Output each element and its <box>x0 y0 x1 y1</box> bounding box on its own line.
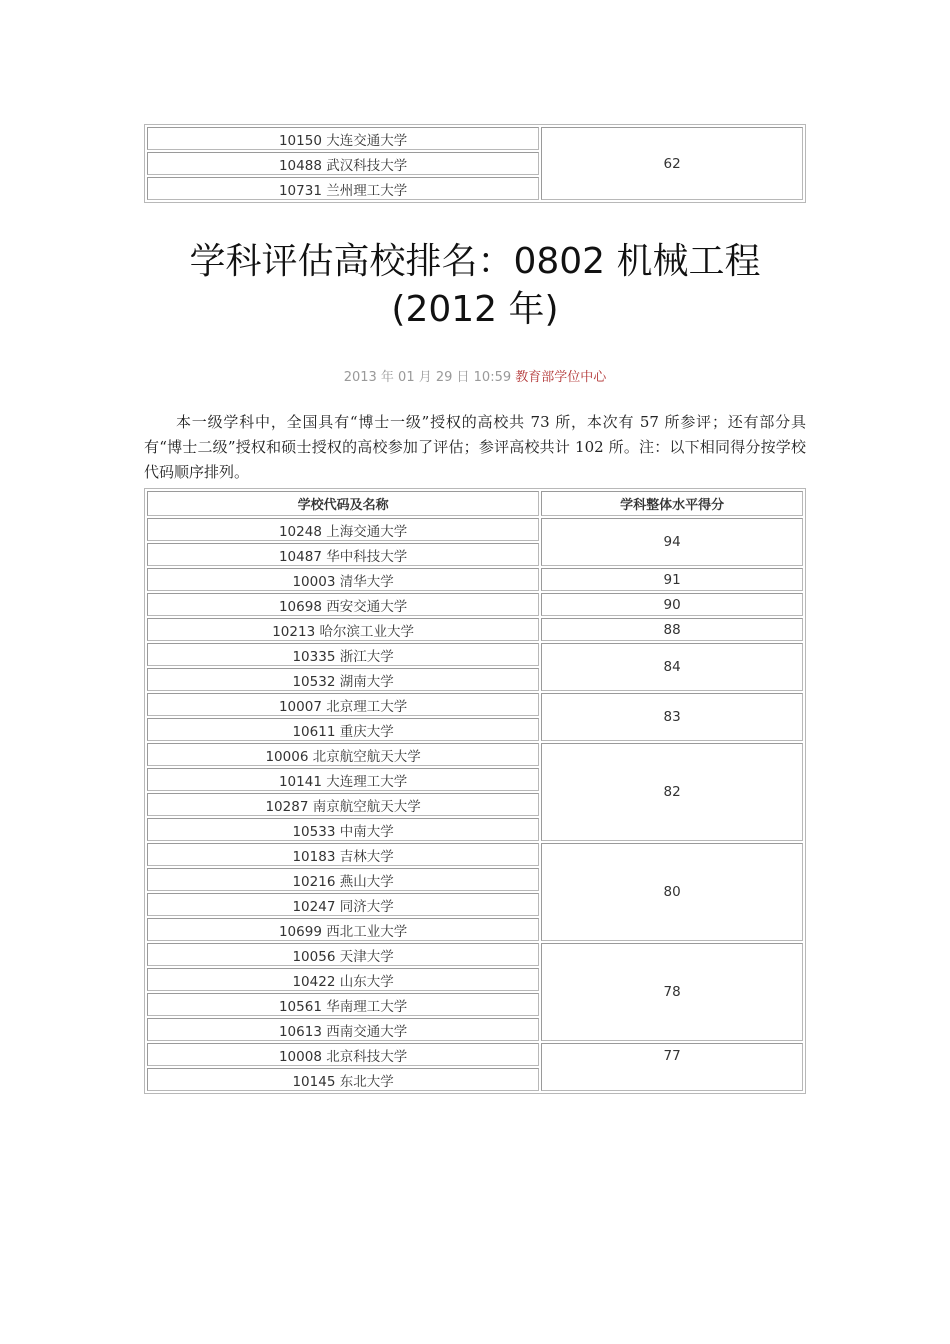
school-name: 华中科技大学 <box>326 548 408 565</box>
school-code: 10422 <box>292 973 336 990</box>
school-code: 10145 <box>292 1073 336 1090</box>
school-code: 10216 <box>292 873 336 890</box>
school-cell <box>147 768 539 791</box>
school-code: 10006 <box>265 748 309 765</box>
score-cell: 83 <box>541 693 803 741</box>
table-row <box>147 693 803 716</box>
score-cell: 77 <box>541 1043 803 1091</box>
header-score: 学科整体水平得分 <box>541 491 803 516</box>
school-code: 10287 <box>265 798 309 815</box>
score-cell: 84 <box>541 643 803 691</box>
school-cell <box>147 718 539 741</box>
school-cell <box>147 152 539 175</box>
school-name: 东北大学 <box>339 1073 394 1090</box>
table-row <box>147 643 803 666</box>
school-name: 同济大学 <box>339 898 394 915</box>
school-name: 大连交通大学 <box>326 132 408 149</box>
table-row <box>147 518 803 541</box>
score-cell: 94 <box>541 518 803 566</box>
school-name: 吉林大学 <box>339 848 394 865</box>
school-code: 10183 <box>292 848 336 865</box>
school-code: 10247 <box>292 898 336 915</box>
table-row <box>147 568 803 591</box>
source-link[interactable]: 教育部学位中心 <box>515 370 607 385</box>
school-code: 10213 <box>272 623 316 640</box>
table-row <box>147 1043 803 1066</box>
school-cell <box>147 968 539 991</box>
school-cell <box>147 1043 539 1066</box>
school-cell <box>147 1068 539 1091</box>
school-cell <box>147 668 539 691</box>
school-code: 10487 <box>278 548 322 565</box>
school-code: 10150 <box>278 132 322 149</box>
score-cell: 90 <box>541 593 803 616</box>
school-code: 10003 <box>292 573 336 590</box>
page-title <box>144 238 806 334</box>
school-code: 10007 <box>278 698 322 715</box>
school-cell <box>147 177 539 200</box>
school-code: 10698 <box>278 598 322 615</box>
title-line-2: (2012 年) <box>391 289 559 330</box>
school-name: 哈尔滨工业大学 <box>319 623 414 640</box>
school-name: 兰州理工大学 <box>326 182 408 199</box>
school-name: 武汉科技大学 <box>326 157 408 174</box>
school-name: 上海交通大学 <box>326 523 408 540</box>
school-cell <box>147 693 539 716</box>
school-cell <box>147 543 539 566</box>
article-meta <box>144 366 806 385</box>
score-cell: 91 <box>541 568 803 591</box>
table-row <box>147 843 803 866</box>
school-name: 西南交通大学 <box>326 1023 408 1040</box>
table-row <box>147 593 803 616</box>
school-code: 10141 <box>278 773 322 790</box>
school-code: 10731 <box>278 182 322 199</box>
school-name: 南京航空航天大学 <box>312 798 421 815</box>
school-name: 北京科技大学 <box>326 1048 408 1065</box>
school-name: 山东大学 <box>339 973 394 990</box>
school-name: 华南理工大学 <box>326 998 408 1015</box>
school-cell <box>147 518 539 541</box>
score-cell: 62 <box>541 127 803 200</box>
school-name: 大连理工大学 <box>326 773 408 790</box>
table-row <box>147 618 803 641</box>
publish-date: 2013 年 01 月 29 日 10:59 <box>343 370 512 385</box>
school-code: 10532 <box>292 673 336 690</box>
school-code: 10613 <box>278 1023 322 1040</box>
school-name: 天津大学 <box>339 948 394 965</box>
school-code: 10488 <box>278 157 322 174</box>
school-code: 10533 <box>292 823 336 840</box>
header-school: 学校代码及名称 <box>147 491 539 516</box>
school-name: 中南大学 <box>339 823 394 840</box>
school-name: 重庆大学 <box>339 723 394 740</box>
score-cell: 80 <box>541 843 803 941</box>
table-row <box>147 127 803 150</box>
school-cell <box>147 918 539 941</box>
school-name: 西北工业大学 <box>326 923 408 940</box>
school-cell <box>147 618 539 641</box>
table-header-row <box>147 491 803 516</box>
title-line-1: 学科评估高校排名：0802 机械工程 <box>189 241 761 282</box>
score-cell: 88 <box>541 618 803 641</box>
school-name: 清华大学 <box>339 573 394 590</box>
school-code: 10561 <box>278 998 322 1015</box>
school-cell <box>147 1018 539 1041</box>
score-cell: 82 <box>541 743 803 841</box>
top-ranking-table <box>144 124 806 203</box>
school-cell <box>147 943 539 966</box>
table-row <box>147 743 803 766</box>
school-code: 10699 <box>278 923 322 940</box>
school-name: 湖南大学 <box>339 673 394 690</box>
school-code: 10008 <box>278 1048 322 1065</box>
school-code: 10611 <box>292 723 336 740</box>
school-cell <box>147 868 539 891</box>
school-cell <box>147 127 539 150</box>
school-name: 浙江大学 <box>339 648 394 665</box>
school-cell <box>147 843 539 866</box>
school-name: 北京航空航天大学 <box>312 748 421 765</box>
school-code: 10335 <box>292 648 336 665</box>
school-cell <box>147 893 539 916</box>
score-cell: 78 <box>541 943 803 1041</box>
school-name: 北京理工大学 <box>326 698 408 715</box>
school-name: 西安交通大学 <box>326 598 408 615</box>
school-cell <box>147 793 539 816</box>
table-row <box>147 943 803 966</box>
school-cell <box>147 818 539 841</box>
school-cell <box>147 593 539 616</box>
school-code: 10056 <box>292 948 336 965</box>
school-code: 10248 <box>278 523 322 540</box>
school-cell <box>147 743 539 766</box>
school-cell <box>147 643 539 666</box>
intro-paragraph: 本一级学科中，全国具有“博士一级”授权的高校共 73 所，本次有 57 所参评；还有部分具有“博士二级”授权和硕士授权的高校参加了评估；参评高校共计 102 所。注：以下相同得分按学校代码顺序排列。 <box>144 413 806 481</box>
school-cell <box>147 568 539 591</box>
school-name: 燕山大学 <box>339 873 394 890</box>
school-cell <box>147 993 539 1016</box>
ranking-table <box>144 488 806 1094</box>
